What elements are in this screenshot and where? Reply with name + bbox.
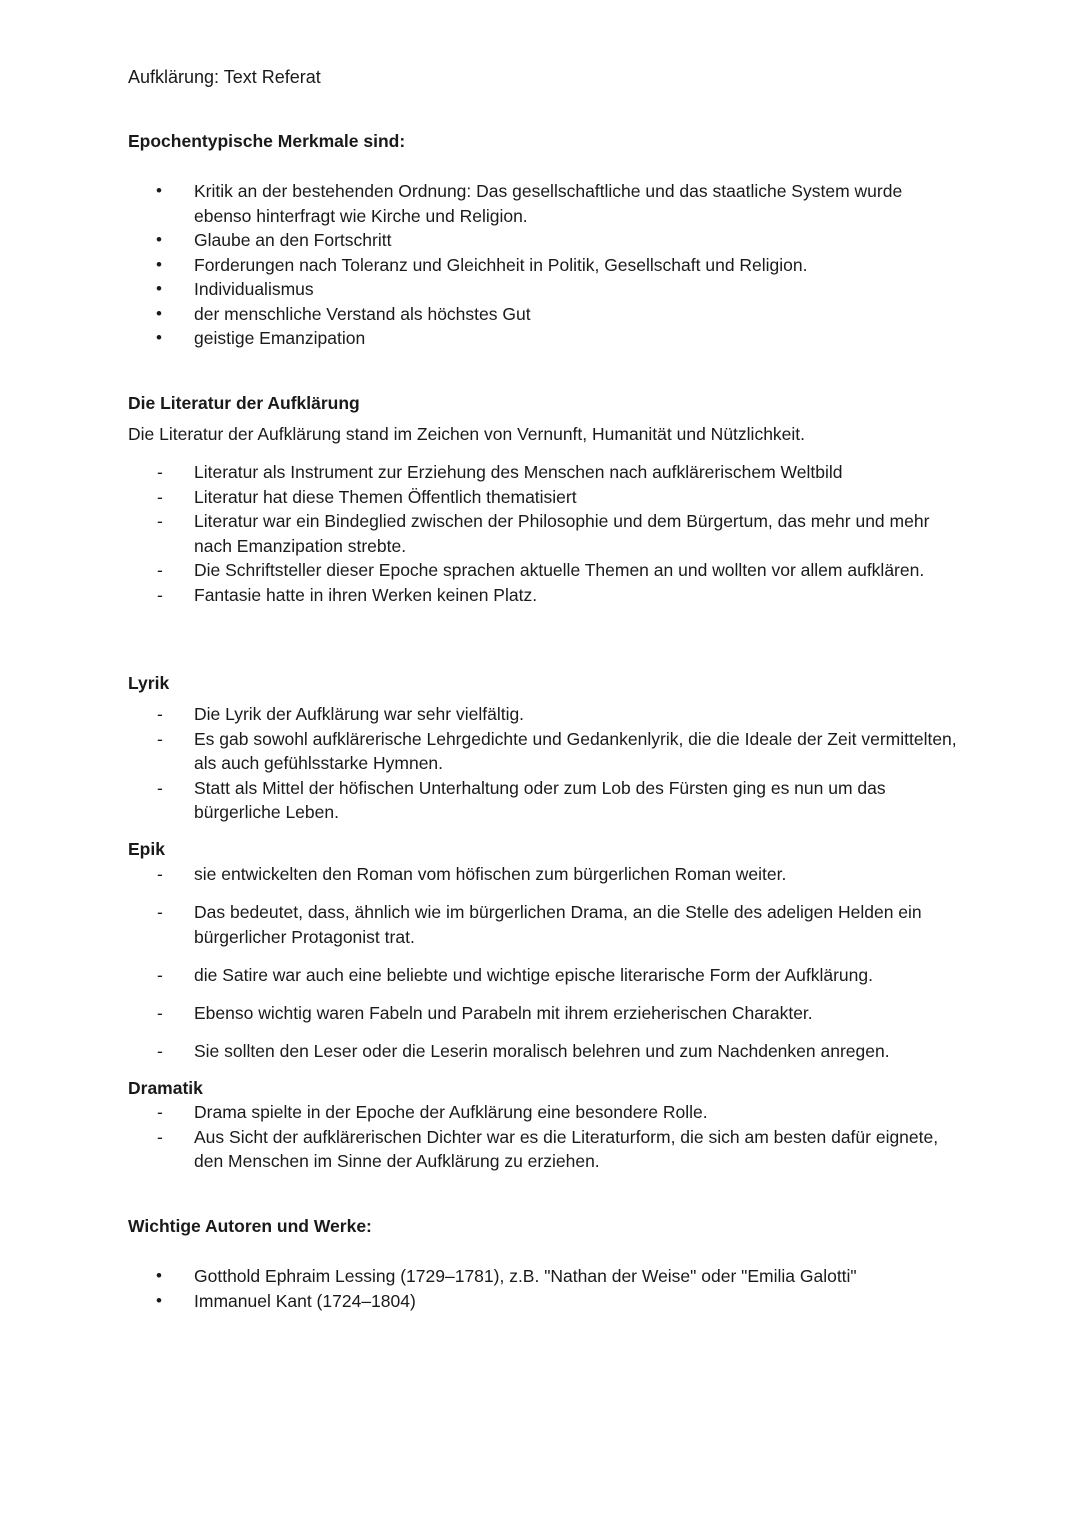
dash-marker: -: [157, 560, 163, 580]
list-item: • der menschliche Verstand als höchstes Gut: [128, 302, 958, 327]
list-item: - Das bedeutet, dass, ähnlich wie im bürgerlichen Drama, an die Stelle des adeligen Helden ein bürgerlicher Protagonist trat.: [157, 902, 922, 947]
dash-marker: -: [157, 1126, 163, 1147]
dash-marker: -: [157, 902, 163, 922]
list-item: • Individualismus: [128, 277, 958, 302]
bullet-icon: •: [156, 279, 162, 298]
bullet-icon: •: [156, 1290, 162, 1310]
literatur-heading: Die Literatur der Aufklärung: [128, 393, 360, 413]
list-item: • Gotthold Ephraim Lessing (1729–1781), z.B. "Nathan der Weise" oder "Emilia Galotti": [128, 1264, 958, 1289]
list-item: • Kritik an der bestehenden Ordnung: Das gesellschaftliche und das staatliche System wurde ebenso hinterfragt wie Kirche und Religion.: [156, 181, 903, 226]
epik-heading: Epik: [128, 839, 165, 859]
dash-marker: -: [157, 777, 163, 798]
literatur-list: [128, 460, 958, 607]
dash-marker: -: [157, 964, 163, 985]
dash-marker: -: [157, 1002, 163, 1023]
bullet-icon: •: [156, 303, 162, 323]
list-item: - Sie sollten den Leser oder die Leserin moralisch belehren und zum Nachdenken anregen.: [128, 1039, 958, 1064]
list-item: - Drama spielte in der Epoche der Aufklärung eine besondere Rolle.: [128, 1100, 958, 1125]
list-item: - Die Lyrik der Aufklärung war sehr vielfältig.: [128, 702, 958, 727]
list-item: - Fantasie hatte in ihren Werken keinen Platz.: [128, 583, 958, 608]
list-item: - Literatur war ein Bindeglied zwischen der Philosophie und dem Bürgertum, das mehr und mehr nach Emanzipation strebte.: [157, 511, 930, 556]
list-item: • Glaube an den Fortschritt: [128, 228, 958, 253]
list-item: - Es gab sowohl aufklärerische Lehrgedichte und Gedankenlyrik, die die Ideale der Zeit vermittelten, als auch gefühlsstarke Hymnen.: [157, 728, 957, 773]
list-item: - Die Schriftsteller dieser Epoche sprachen aktuelle Themen an und wollten vor allem aufklären.: [128, 558, 958, 583]
dash-marker: -: [157, 1040, 163, 1061]
dash-marker: -: [157, 462, 163, 482]
bullet-icon: •: [156, 328, 162, 347]
list-item: - Literatur als Instrument zur Erziehung des Menschen nach aufklärerischem Weltbild: [128, 460, 958, 485]
epik-list: [128, 862, 958, 1063]
dash-marker: -: [157, 511, 163, 531]
dash-marker: -: [157, 704, 163, 724]
dash-marker: -: [157, 864, 163, 884]
lyrik-list: [128, 702, 958, 825]
list-item: • Forderungen nach Toleranz und Gleichheit in Politik, Gesellschaft und Religion.: [128, 253, 958, 278]
list-item: - Ebenso wichtig waren Fabeln und Parabeln mit ihrem erzieherischen Charakter.: [128, 1001, 958, 1026]
bullet-icon: •: [156, 1266, 162, 1285]
list-item: • geistige Emanzipation: [128, 326, 958, 351]
document-title: Aufklärung: Text Referat: [128, 67, 321, 87]
bullet-icon: •: [156, 230, 162, 249]
list-item: - Statt als Mittel der höfischen Unterhaltung oder zum Lob des Fürsten ging es nun um das bürgerliche Leben.: [157, 777, 886, 822]
dramatik-heading: Dramatik: [128, 1078, 203, 1098]
bullet-icon: •: [156, 181, 162, 200]
autoren-heading: Wichtige Autoren und Werke:: [128, 1216, 372, 1236]
list-item: - die Satire war auch eine beliebte und wichtige epische literarische Form der Aufklärung.: [128, 963, 958, 988]
dramatik-list: [128, 1100, 958, 1174]
list-item: • Immanuel Kant (1724–1804): [128, 1289, 958, 1314]
dash-marker: -: [157, 584, 163, 605]
dash-marker: -: [157, 1102, 163, 1122]
list-item: - Aus Sicht der aufklärerischen Dichter war es die Literaturform, die sich am besten dafür eignete, den Menschen im Sinne der Aufklärung zu erziehen.: [157, 1126, 939, 1171]
dash-marker: -: [157, 486, 163, 507]
merkmale-heading: Epochentypische Merkmale sind:: [128, 131, 406, 151]
autoren-list: [128, 1264, 958, 1313]
bullet-icon: •: [156, 254, 162, 274]
list-item: - sie entwickelten den Roman vom höfischen zum bürgerlichen Roman weiter.: [128, 862, 958, 887]
list-item: - Literatur hat diese Themen Öffentlich thematisiert: [128, 485, 958, 510]
literatur-intro: Die Literatur der Aufklärung stand im Zeichen von Vernunft, Humanität und Nützlichkeit.: [128, 424, 806, 444]
dash-marker: -: [157, 728, 163, 749]
lyrik-heading: Lyrik: [128, 673, 170, 693]
merkmale-list: [128, 179, 958, 351]
